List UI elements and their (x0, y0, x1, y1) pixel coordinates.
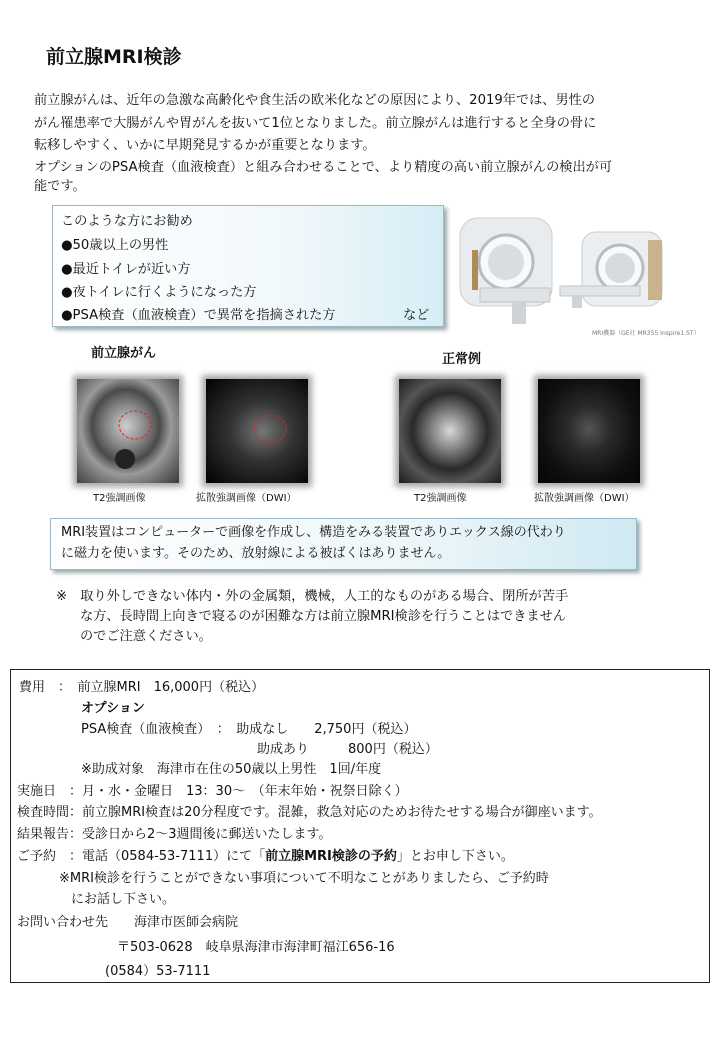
mri-machine-image (452, 210, 700, 340)
intro-line: 転移しやすく、いかに早期発見するかが重要となります。 (34, 138, 376, 153)
image-caption: 拡散強調画像（DWI） (196, 493, 297, 504)
reserve-text: ご予約 ：電話（0584-53-7111）にて「 (17, 849, 266, 864)
cancer-title: 前立腺がん (91, 346, 157, 361)
page-title: 前立腺MRI検診 (46, 46, 182, 68)
recommend-item: ●50歳以上の男性 (61, 238, 169, 253)
intro-text (34, 90, 694, 196)
reserve-line (17, 845, 514, 864)
recommend-box (52, 205, 444, 327)
caution-line: な方、長時間上向きで寝るのが困難な方は前立腺MRI検診を行うことはできません (80, 609, 566, 624)
image-caption: 拡散強調画像（DWI） (534, 493, 635, 504)
intro-line: 能です。 (34, 178, 86, 194)
subsidy-target: ※助成対象 海津市在住の50歳以上男性 1回/年度 (81, 762, 382, 777)
machine-caption: MRI機器（GE社 MR355 Inspire1.5T） (592, 330, 700, 337)
cancer-t2-image (77, 379, 179, 483)
result-line: 結果報告：受診日から2～3週間後に郵送いたします。 (17, 827, 332, 842)
reserve-emphasis: 前立腺MRI検診の予約 (265, 849, 397, 864)
recommend-item: ●夜トイレに行くようになった方 (61, 285, 257, 300)
recommend-heading: このような方にお勧め (61, 214, 193, 229)
schedule-line: 実施日 ：月・水・金曜日 13：30～ （年末年始・祝祭日除く） (17, 784, 408, 799)
recommend-suffix: など (403, 308, 430, 323)
normal-title: 正常例 (442, 352, 482, 367)
mri-info-line: MRI装置はコンピューターで画像を作成し、構造をみる装置でありエックス線の代わり (61, 525, 566, 540)
reserve-text: 」とお申し下さい。 (396, 849, 514, 864)
caution-note (56, 587, 656, 647)
psa-with-subsidy: 助成あり 800円（税込） (257, 742, 438, 757)
info-box (10, 669, 710, 983)
mri-info-box (50, 518, 637, 570)
mri-info-line: に磁力を使います。そのため、放射線による被ばくはありません。 (61, 546, 451, 561)
exam-time-line: 検査時間：前立腺MRI検査は20分程度です。混雑，救急対応のためお待たせする場合が御座います。 (17, 805, 602, 820)
contact-label: お問い合わせ先 海津市医師会病院 (17, 915, 239, 930)
intro-line: 前立腺がんは、近年の急激な高齢化や食生活の欧米化などの原因により、2019年では、男性の (34, 93, 596, 108)
caution-line: のでご注意ください。 (80, 629, 212, 644)
intro-line: オプションのPSA検査（血液検査）と組み合わせることで、より精度の高い前立腺がんの検出が可 (34, 159, 613, 175)
image-caption: T2強調画像 (93, 493, 146, 504)
fee-line: 費用 ： 前立腺MRI 16,000円（税込） (19, 680, 265, 695)
reserve-note: にお話し下さい。 (71, 892, 176, 907)
normal-dwi-image (538, 379, 640, 483)
caution-line: ※ 取り外しできない体内・外の金属類，機械，人工的なものがある場合、閉所が苦手 (56, 589, 569, 604)
recommend-item: ●最近トイレが近い方 (61, 262, 191, 277)
option-label: オプション (81, 701, 145, 716)
normal-t2-image (399, 379, 501, 483)
reserve-note: ※MRI検診を行うことができない事項について不明なことがありましたら、ご予約時 (59, 871, 549, 886)
address: 〒503-0628 岐阜県海津市海津町福江656-16 (117, 940, 395, 955)
recommend-item: ●PSA検査（血液検査）で異常を指摘された方 (61, 308, 336, 323)
image-caption: T2強調画像 (414, 493, 467, 504)
intro-line: がん罹患率で大腸がんや胃がんを抜いて1位となりました。前立腺がんは進行すると全身の骨に (34, 115, 597, 131)
psa-without-subsidy: PSA検査（血液検査） ： 助成なし 2,750円（税込） (81, 722, 417, 737)
phone: (0584）53-7111 (105, 964, 211, 979)
cancer-dwi-image (206, 379, 308, 483)
